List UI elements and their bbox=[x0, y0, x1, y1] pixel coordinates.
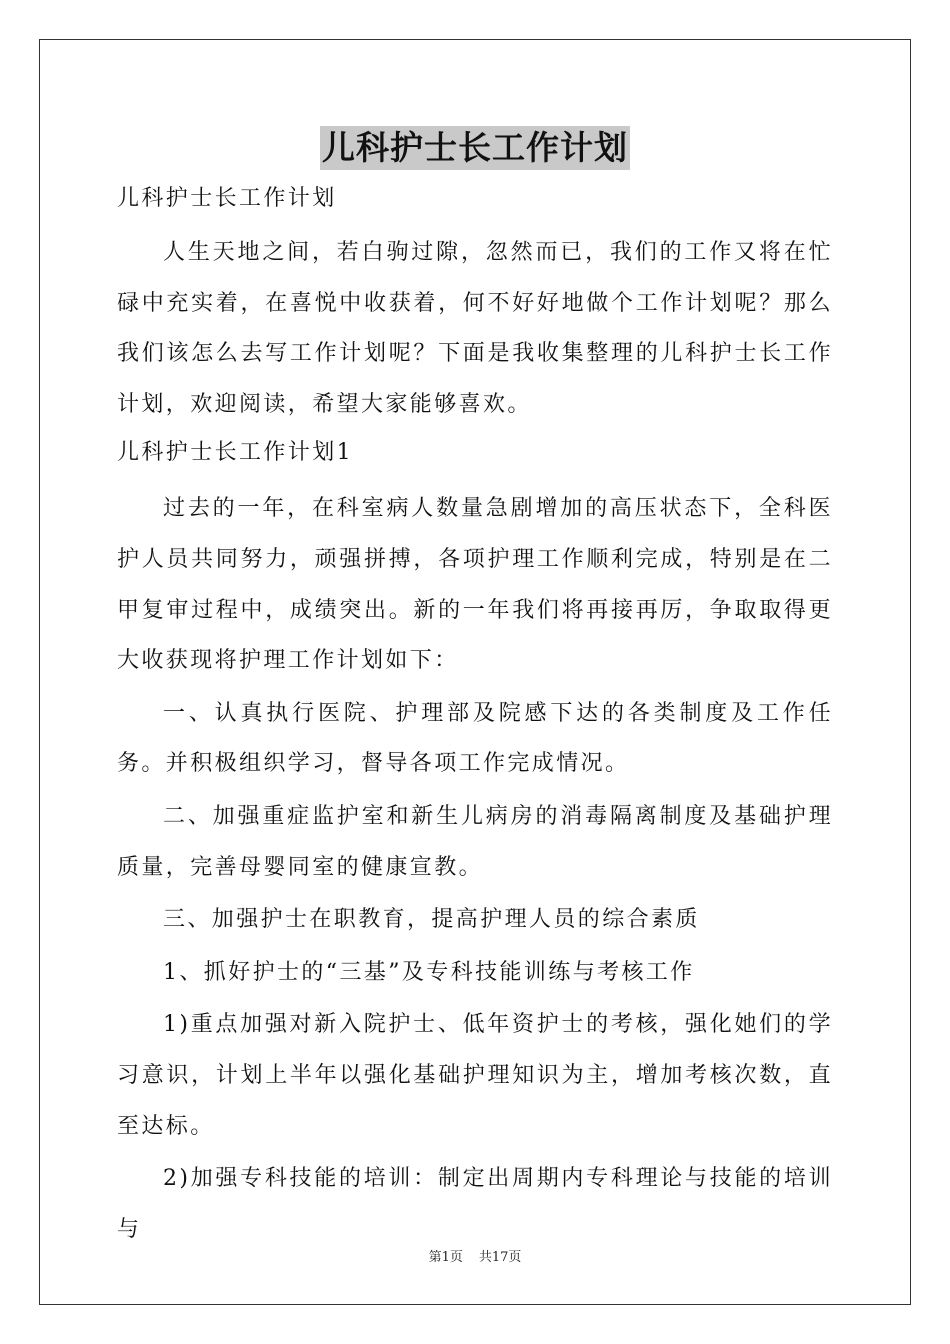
body-paragraph: 2)加强专科技能的培训：制定出周期内专科理论与技能的培训与 bbox=[117, 1166, 833, 1242]
body-paragraph: 一、认真执行医院、护理部及院感下达的各类制度及工作任务。并积极组织学习，督导各项工作完成情况。 bbox=[117, 700, 833, 777]
body-paragraph: 1、抓好护士的“三基”及专科技能训练与考核工作 bbox=[163, 959, 695, 985]
section-heading: 儿科护士长工作计划1 bbox=[117, 440, 353, 466]
title-container bbox=[0, 126, 950, 170]
body-paragraph: 过去的一年，在科室病人数量急剧增加的高压状态下，全科医护人员共同努力，顽强拼搏，各项护理工作顺利完成，特别是在二甲复审过程中，成绩突出。新的一年我们将再接再厉，争取取得更大收获现将护理工作计划如下： bbox=[117, 496, 833, 674]
page-total: 共17页 bbox=[478, 1250, 522, 1265]
body-paragraph: 三、加强护士在职教育，提高护理人员的综合素质 bbox=[163, 907, 700, 933]
page-number: 第1页 bbox=[428, 1250, 463, 1265]
intro-paragraph: 人生天地之间，若白驹过隙，忽然而已，我们的工作又将在忙碌中充实着，在喜悦中收获着，何不好好地做个工作计划呢？那么我们该怎么去写工作计划呢？下面是我收集整理的儿科护士长工作计划，欢迎阅读，希望大家能够喜欢。 bbox=[117, 240, 833, 417]
document-subtitle: 儿科护士长工作计划 bbox=[117, 186, 337, 211]
body-paragraph: 1)重点加强对新入院护士、低年资护士的考核，强化她们的学习意识，计划上半年以强化基础护理知识为主，增加考核次数，直至达标。 bbox=[117, 1012, 833, 1139]
document-body bbox=[117, 180, 833, 1255]
page-footer bbox=[0, 1246, 950, 1265]
document-title: 儿科护士长工作计划 bbox=[320, 126, 630, 170]
body-paragraph: 二、加强重症监护室和新生儿病房的消毒隔离制度及基础护理质量，完善母婴同室的健康宣教。 bbox=[117, 803, 833, 880]
